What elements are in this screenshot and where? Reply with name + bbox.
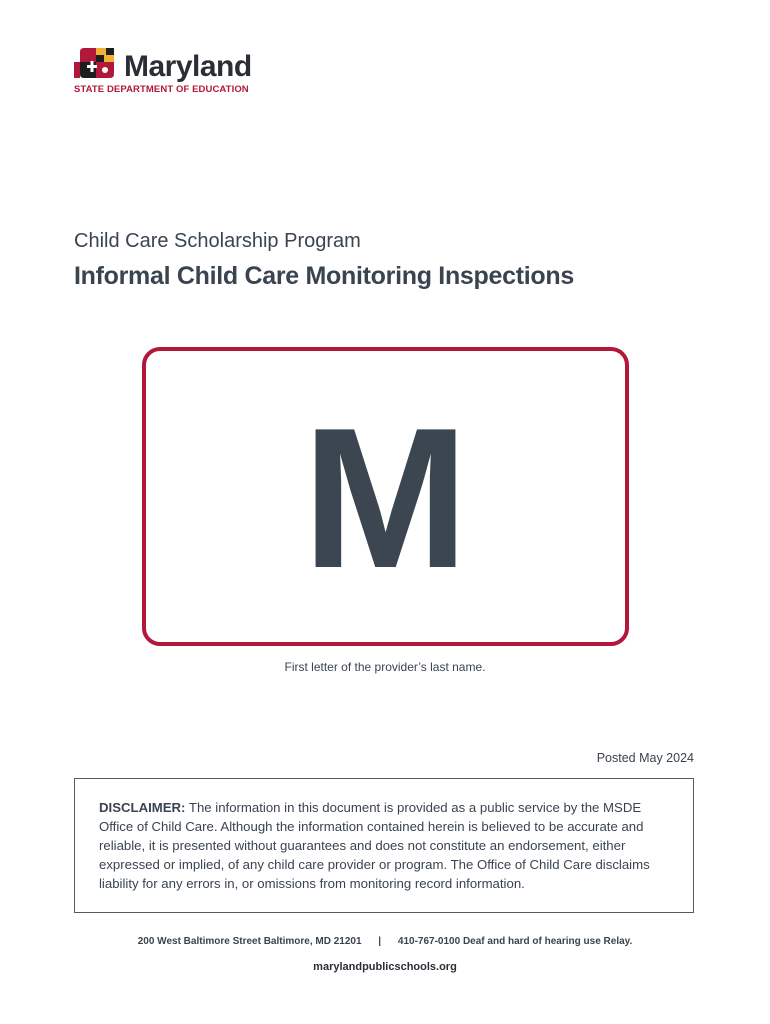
program-name: Child Care Scholarship Program — [74, 230, 361, 252]
logo-subtitle: STATE DEPARTMENT OF EDUCATION — [74, 84, 249, 95]
footer-phone: 410-767-0100 — [397, 936, 461, 947]
letter-caption: First letter of the provider’s last name. — [284, 660, 486, 674]
msde-logo — [74, 48, 274, 98]
disclaimer-box — [74, 778, 694, 913]
logo-wordmark: Maryland — [124, 50, 252, 83]
page-title: Informal Child Care Monitoring Inspections — [74, 262, 574, 290]
footer-website-link[interactable]: marylandpublicschools.org — [313, 961, 457, 973]
maryland-flag-icon — [74, 48, 120, 82]
disclaimer-text: The information in this document is provided as a public service by the MSDE Office of Child Care. Although the information contained herein is believed to be accurate and reliable, it is presented without guarantees and does not constitute an endorsement, either expressed or implied, of any child care provider or program. The Office of Child Care disclaims liability for any errors in, or omissions from monitoring record information. — [99, 800, 650, 891]
posted-date: Posted May 2024 — [596, 751, 694, 765]
footer-contact — [0, 936, 770, 947]
provider-letter: M — [302, 387, 469, 610]
footer-address: 200 West Baltimore Street Baltimore, MD 21201 — [137, 936, 362, 947]
footer-relay: Deaf and hard of hearing use Relay. — [462, 936, 633, 947]
disclaimer-label: DISCLAIMER: — [99, 800, 186, 815]
footer-separator: | — [378, 936, 382, 947]
letter-box — [142, 347, 629, 646]
